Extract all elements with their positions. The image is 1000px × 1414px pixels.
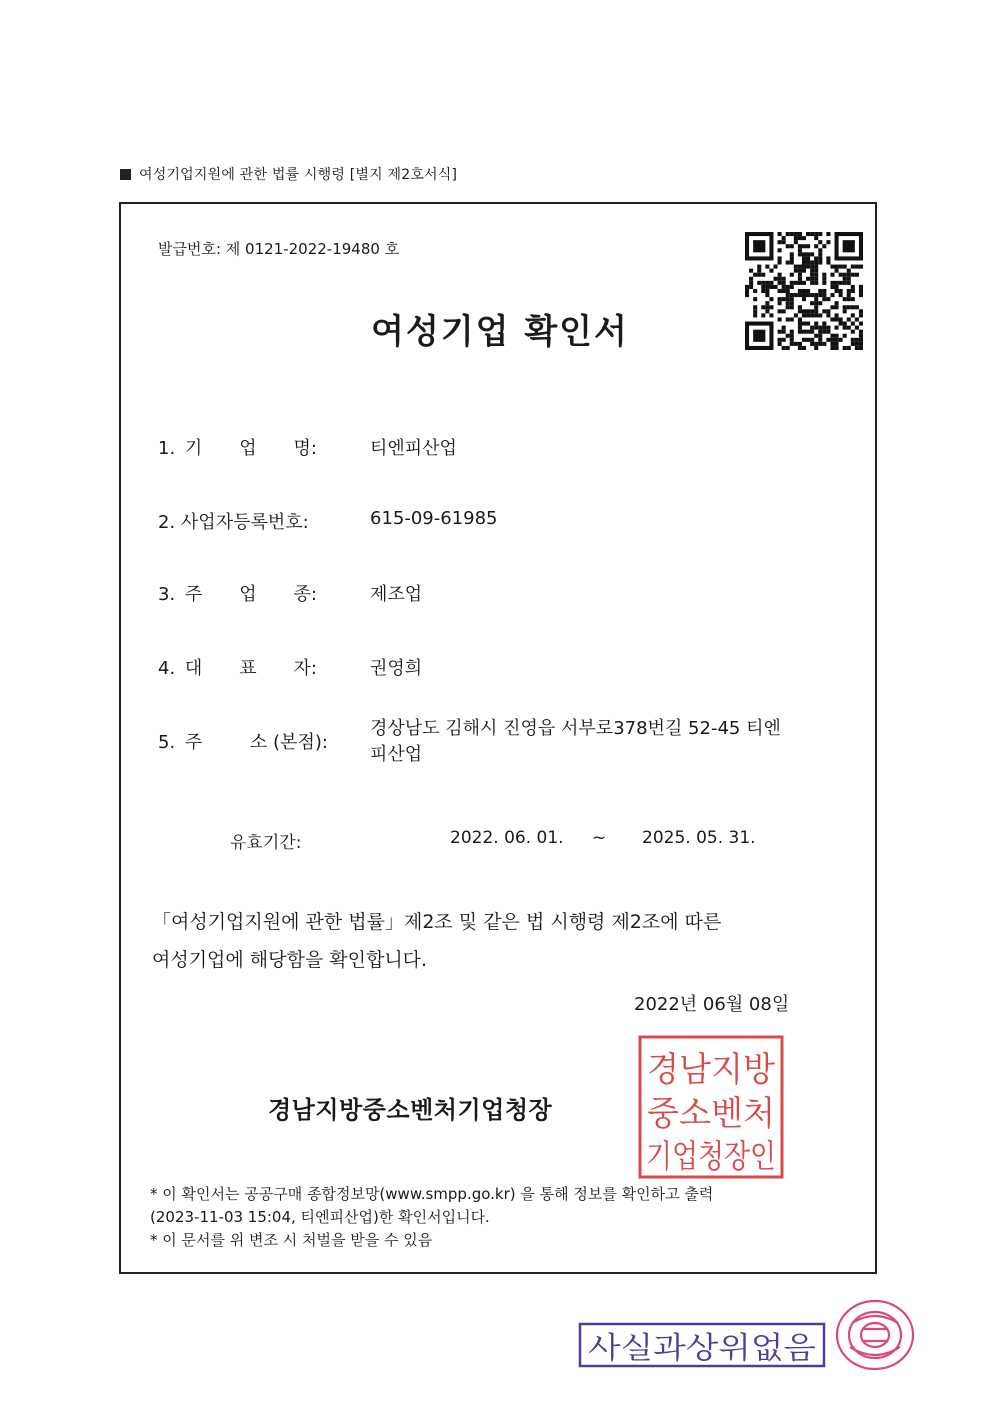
note-line-1: * 이 확인서는 공공구매 종합정보망(www.smpp.go.kr) 을 통해 정보를 확인하고 출력: [150, 1185, 714, 1203]
field-representative-value: 권영희: [370, 658, 423, 679]
validity-end: 2025. 05. 31.: [642, 828, 756, 848]
confirmation-statement: 「여성기업지원에 관한 법률」제2조 및 같은 법 시행령 제2조에 따른 여성기업에 해당함을 확인합니다.: [152, 911, 722, 971]
validity-label: 유효기간:: [230, 833, 302, 853]
seal-row-3: 기업청장인: [646, 1137, 776, 1175]
field-business-number-value: 615-09-61985: [370, 508, 498, 529]
document-title: 여성기업 확인서: [371, 312, 629, 352]
form-note: [120, 164, 457, 184]
certified-stamp-icon: [578, 1320, 828, 1370]
field-address-value: 경상남도 김해시 진영읍 서부로378번길 52-45 티엔 피산업: [370, 718, 781, 765]
field-representative-label: 4. 대 표 자:: [158, 658, 317, 679]
issue-date: 2022년 06월 08일: [634, 994, 790, 1015]
validity-separator: ~: [592, 828, 607, 848]
seal-icon: [636, 1033, 786, 1181]
issue-number: 발급번호: 제 0121-2022-19480 호: [158, 240, 400, 258]
qr-code-icon[interactable]: [745, 232, 863, 350]
note-line-3: * 이 문서를 위 변조 시 처벌을 받을 수 있음: [150, 1231, 433, 1249]
field-company-name-label: 1. 기 업 명:: [158, 438, 317, 459]
field-main-industry-label: 3. 주 업 종:: [158, 584, 317, 605]
field-main-industry-value: 제조업: [370, 584, 423, 605]
official-seal: [636, 1033, 786, 1181]
field-business-number-label: 2. 사업자등록번호:: [158, 512, 309, 533]
square-bullet-icon: [120, 169, 131, 180]
certified-copy-stamp: [578, 1320, 828, 1370]
certified-stamp-text: 사실과상위없음: [588, 1331, 817, 1366]
validity-start: 2022. 06. 01.: [450, 828, 564, 848]
seal-row-1: 경남지방: [647, 1050, 776, 1090]
field-address-label: 5. 주 소 (본점):: [158, 732, 328, 753]
seal-row-2: 중소벤처: [647, 1094, 775, 1134]
issuer-name: 경남지방중소벤처기업청장: [268, 1096, 553, 1124]
form-note-text: 여성기업지원에 관한 법률 시행령 [별지 제2호서식]: [139, 167, 458, 183]
round-seal-icon: [832, 1295, 918, 1375]
field-company-name-value: 티엔피산업: [370, 438, 457, 459]
note-line-2: (2023-11-03 15:04, 티엔피산업)한 확인서입니다.: [150, 1208, 490, 1226]
